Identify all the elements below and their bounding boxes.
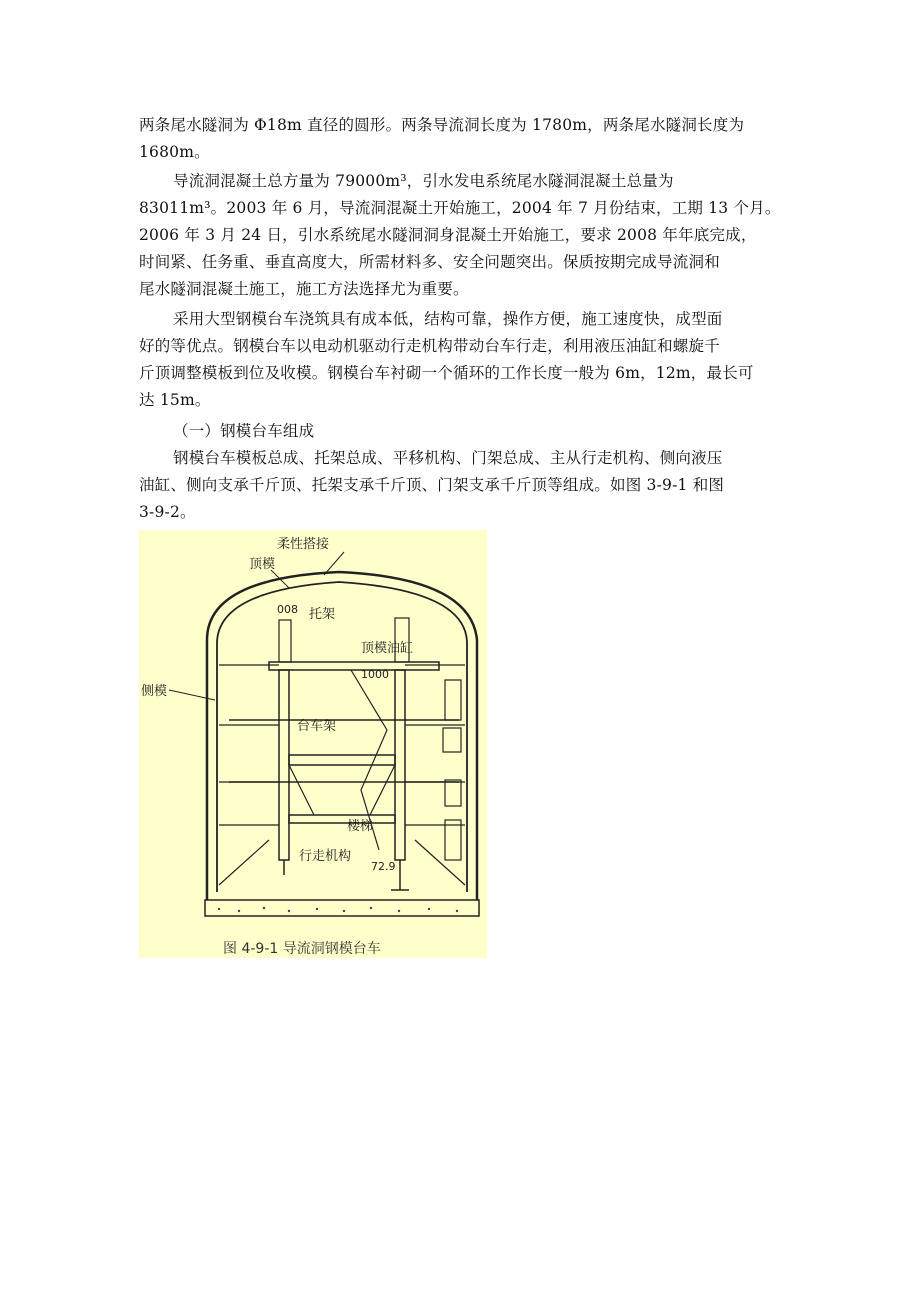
label-side-form: 侧模 [141, 684, 168, 699]
text-line: 导流洞混凝土总方量为 79000m³，引水发电系统尾水隧洞混凝土总量为 [173, 172, 674, 190]
text-line: 83011m³。2003 年 6 月，导流洞混凝土开始施工，2004 年 7 月份结束，工期 13 个月。 [139, 199, 781, 217]
label-trolley-frame: 台车架 [297, 719, 337, 734]
text-line: 采用大型钢模台车浇筑具有成本低，结构可靠，操作方便，施工速度快，成型面 [173, 310, 723, 328]
text-line: 钢模台车模板总成、托架总成、平移机构、门架总成、主从行走机构、侧向液压 [173, 449, 723, 467]
text-line: 3-9-2。 [139, 503, 196, 521]
section-heading [139, 418, 779, 445]
label-ladder: 楼梯 [347, 819, 374, 834]
text-line: 1680m。 [139, 143, 210, 161]
text-line: 两条尾水隧洞为 Φ18m 直径的圆形。两条导流洞长度为 1780m，两条尾水隧洞长度为 [139, 116, 745, 134]
side-struts-right [405, 665, 465, 885]
label-dim-729: 72.9 [371, 860, 396, 873]
paragraph-1 [139, 112, 779, 166]
figure-caption: 图 4-9-1 导流洞钢模台车 [223, 941, 381, 957]
paragraph-3 [139, 306, 779, 414]
column-left [279, 670, 289, 860]
ground-hatch [218, 907, 458, 912]
text-line: 2006 年 3 月 24 日，引水系统尾水隧洞洞身混凝土开始施工，要求 2008 年年底完成， [139, 226, 757, 244]
ground-slab [205, 900, 479, 916]
trolley-figure [139, 530, 487, 958]
text-line: 尾水隧洞混凝土施工，施工方法选择尤为重要。 [139, 280, 469, 298]
text-line: 达 15m。 [139, 391, 211, 409]
label-walking-mechanism: 行走机构 [299, 849, 352, 864]
cross-beam [289, 755, 395, 765]
label-top-form: 顶模 [249, 557, 276, 572]
side-struts-left [219, 665, 279, 885]
label-top-cylinder: 顶模油缸 [361, 641, 414, 656]
label-bracket: 托架 [309, 607, 336, 622]
text-line: 斤顶调整模板到位及收模。钢模台车衬砌一个循环的工作长度一般为 6m，12m，最长可 [139, 364, 754, 382]
text-line: 油缸、侧向支承千斤顶、托架支承千斤顶、门架支承千斤顶等组成。如图 3-9-1 和图 [139, 476, 725, 494]
label-dim-800: 008 [277, 603, 298, 616]
heading-text: （一）钢模台车组成 [173, 422, 315, 440]
trolley-diagram [139, 530, 487, 958]
paragraph-4 [139, 445, 779, 526]
column-right [395, 670, 405, 860]
top-beam [269, 662, 439, 670]
label-flexible-lap: 柔性搭接 [277, 537, 330, 552]
text-line: 时间紧、任务重、垂直高度大，所需材料多、安全问题突出。保质按期完成导流洞和 [139, 253, 720, 271]
paragraph-2 [139, 168, 779, 303]
text-line: 好的等优点。钢模台车以电动机驱动行走机构带动台车行走，利用液压油缸和螺旋千 [139, 337, 720, 355]
form-outline [217, 582, 467, 892]
label-dim-1000: 1000 [361, 668, 389, 681]
